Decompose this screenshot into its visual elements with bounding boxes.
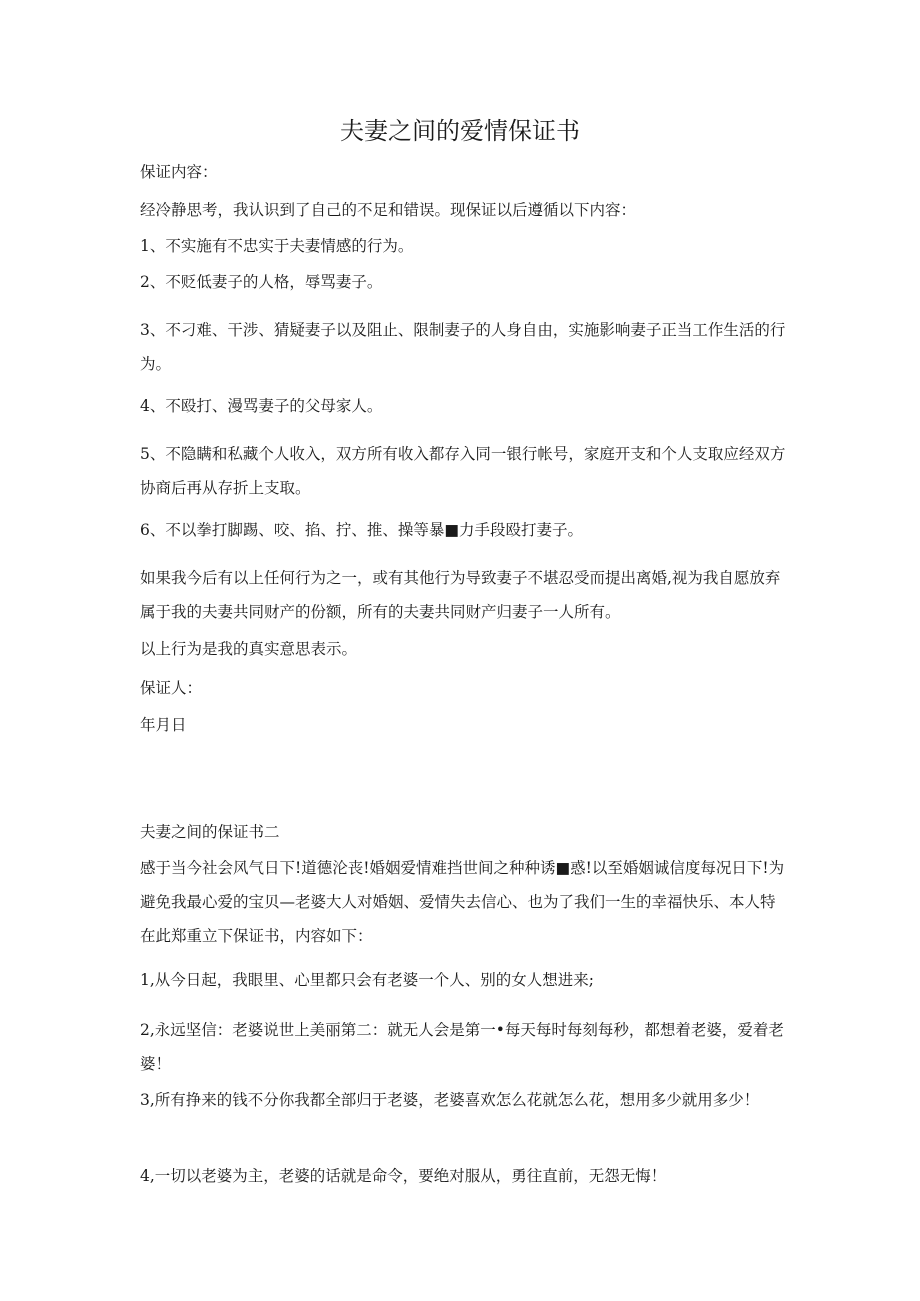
section1-consequence: 如果我今后有以上任何行为之一，或有其他行为导致妻子不堪忍受而提出离婚,视为我自愿放弃属于我的夫妻共同财产的份额，所有的夫妻共同财产归妻子一人所有。: [140, 569, 781, 621]
document-title: 夫妻之间的爱情保证书: [340, 117, 580, 145]
section2-intro: 感于当今社会风气日下!道德沦丧!婚姻爱情难挡世间之种种诱■惑!以至婚姻诚信度每况日下!为避免我最心爱的宝贝—老婆大人对婚姻、爱情失去信心、也为了我们一生的幸福快乐、本人特在此郑重立下保证书，内容如下：: [140, 859, 785, 945]
section1-item-6: 6、不以拳打脚踢、咬、掐、拧、推、操等暴■力手段殴打妻子。: [140, 521, 584, 539]
section1-item-5: 5、不隐瞒和私藏个人收入，双方所有收入都存入同一银行帐号，家庭开支和个人支取应经双方协商后再从存折上支取。: [140, 445, 786, 497]
section1-intro: 经冷静思考，我认识到了自己的不足和错误。现保证以后遵循以下内容：: [140, 201, 637, 219]
section1-item-1: 1、不实施有不忠实于夫妻情感的行为。: [140, 237, 414, 255]
section2-item-1: 1,从今日起，我眼里、心里都只会有老婆一个人、别的女人想进来;: [140, 971, 595, 989]
section2-title: 夫妻之间的保证书二: [140, 823, 280, 841]
section2-item-3: 3,所有挣来的钱不分你我都全部归于老婆，老婆喜欢怎么花就怎么花，想用多少就用多少！: [140, 1091, 760, 1109]
section2-item-4: 4,一切以老婆为主，老婆的话就是命令，要绝对服从，勇往直前，无怨无悔！: [140, 1167, 667, 1185]
guarantor-label: 保证人：: [140, 679, 203, 697]
section1-item-4: 4、不殴打、漫骂妻子的父母家人。: [140, 397, 383, 415]
section1-label: 保证内容：: [140, 163, 218, 181]
date-label: 年月日: [140, 716, 187, 734]
section1-item-3: 3、不刁难、干涉、猜疑妻子以及阻止、限制妻子的人身自由，实施影响妻子正当工作生活的行为。: [140, 321, 786, 373]
section2-item-2: 2,永远坚信：老婆说世上美丽第二：就无人会是第一•每天每时每刻每秒，都想着老婆，爱着老婆！: [140, 1021, 784, 1073]
section1-declaration: 以上行为是我的真实意思表示。: [140, 640, 358, 658]
section1-item-2: 2、不贬低妻子的人格，辱骂妻子。: [140, 273, 383, 291]
